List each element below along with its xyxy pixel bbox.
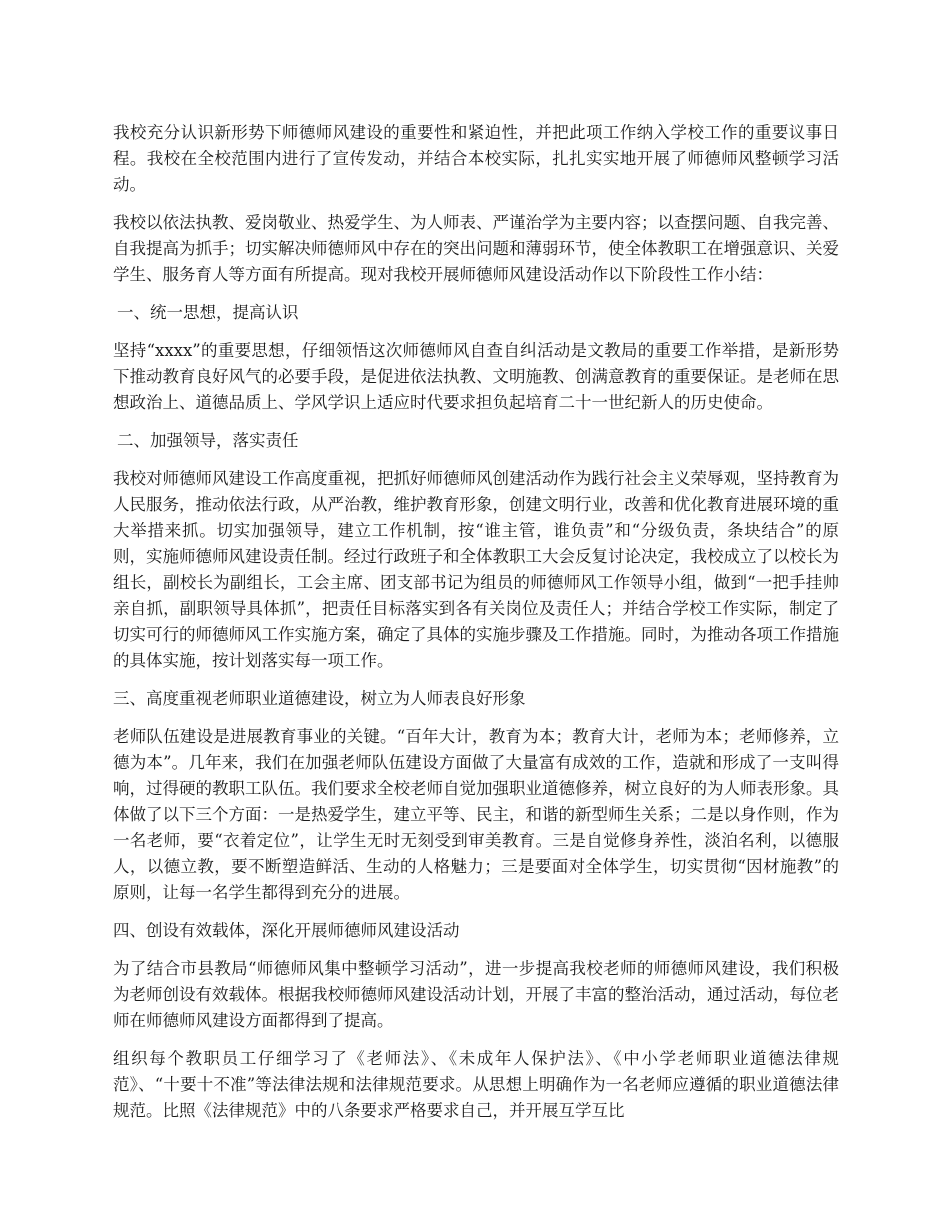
section-heading: 三、高度重视老师职业道德建设，树立为人师表良好形象 (113, 689, 526, 708)
paragraph: 我校对师德师风建设工作高度重视，把抓好师德师风创建活动作为践行社会主义荣辱观，坚持教育为人民服务，推动依法行政，从严治教，维护教育形象，创建文明行业，改善和优化教育进展环境的重大举措来抓。切实加强领导，建立工作机制，按“谁主管，谁负责”和“分级负责，条块结合”的原则，实施师德师风建设责任制。经过行政班子和全体教职工大会反复讨论决定，我校成立了以校长为组长，副校长为副组长，工会主席、团支部书记为组员的师德师风工作领导小组，做到“一把手挂帅亲自抓，副职领导具体抓”，把责任目标落实到各有关岗位及责任人；并结合学校工作实际，制定了切实可行的师德师风工作实施方案，确定了具体的实施步骤及工作措施。同时，为推动各项工作措施的具体实施，按计划落实每一项工作。 (113, 469, 839, 670)
paragraph: 我校充分认识新形势下师德师风建设的重要性和紧迫性，并把此项工作纳入学校工作的重要议事日程。我校在全校范围内进行了宣传发动，并结合本校实际，扎扎实实地开展了师德师风整顿学习活动。 (113, 123, 839, 194)
section-heading: 一、统一思想，提高认识 (117, 303, 299, 322)
section-heading: 四、创设有效载体，深化开展师德师风建设活动 (113, 921, 460, 940)
section-heading: 二、加强领导，落实责任 (117, 431, 299, 450)
paragraph: 老师队伍建设是进展教育事业的关键。“百年大计，教育为本；教育大计，老师为本；老师修养，立德为本”。几年来，我们在加强老师队伍建设方面做了大量富有成效的工作，造就和形成了一支叫得响，过得硬的教职工队伍。我们要求全校老师自觉加强职业道德修养，树立良好的为人师表形象。具体做了以下三个方面：一是热爱学生，建立平等、民主，和谐的新型师生关系；二是以身作则，作为一名老师，要“衣着定位”，让学生无时无刻受到审美教育。三是自觉修身养性，淡泊名利，以德服人，以德立教，要不断塑造鲜活、生动的人格魅力；三是要面对全体学生，切实贯彻“因材施教”的原则，让每一名学生都得到充分的进展。 (113, 727, 839, 902)
paragraph: 为了结合市县教局“师德师风集中整顿学习活动”，进一步提高我校老师的师德师风建设，我们积极为老师创设有效载体。根据我校师德师风建设活动计划，开展了丰富的整治活动，通过活动，每位老师在师德师风建设方面都得到了提高。 (113, 959, 839, 1030)
paragraph: 坚持“xxxx”的重要思想，仔细领悟这次师德师风自查自纠活动是文教局的重要工作举措，是新形势下推动教育良好风气的必要手段，是促进依法执教、文明施教、创满意教育的重要保证。是老师在思想政治上、道德品质上、学风学识上适应时代要求担负起培育二十一世纪新人的历史使命。 (113, 341, 839, 412)
paragraph: 组织每个教职员工仔细学习了《老师法》、《未成年人保护法》、《中小学老师职业道德法律规范》、“十要十不准”等法律法规和法律规范要求。从思想上明确作为一名老师应遵循的职业道德法律规范。比照《法律规范》中的八条要求严格要求自己，并开展互学互比 (113, 1049, 839, 1120)
document-page (113, 120, 839, 1136)
paragraph: 我校以依法执教、爱岗敬业、热爱学生、为人师表、严谨治学为主要内容；以查摆问题、自我完善、自我提高为抓手；切实解决师德师风中存在的突出问题和薄弱环节，使全体教职工在增强意识、关爱学生、服务育人等方面有所提高。现对我校开展师德师风建设活动作以下阶段性工作小结： (113, 213, 839, 284)
